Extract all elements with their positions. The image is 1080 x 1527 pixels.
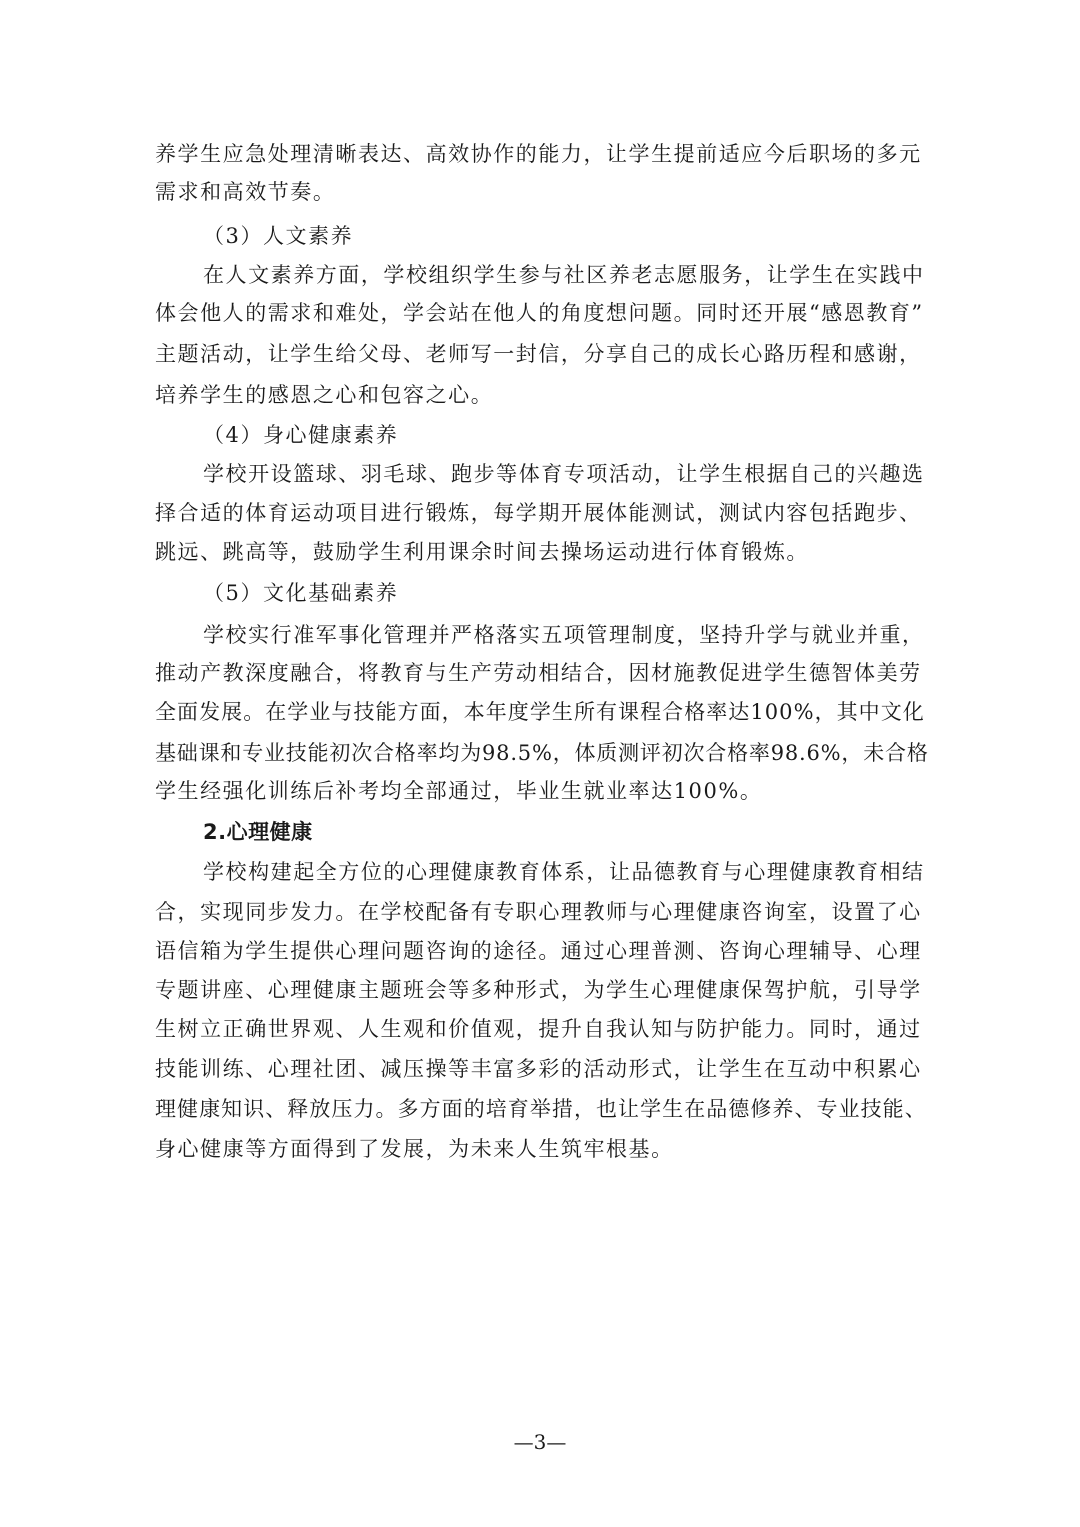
paragraph-line: 养学生应急处理清晰表达、高效协作的能力，让学生提前适应今后职场的多元 <box>155 142 922 166</box>
paragraph-line: 择合适的体育运动项目进行锻炼，每学期开展体能测试，测试内容包括跑步、 <box>155 501 922 525</box>
paragraph-line: 技能训练、心理社团、减压操等丰富多彩的活动形式，让学生在互动中积累心 <box>155 1057 922 1081</box>
section-heading-culture: （5）文化基础素养 <box>203 581 399 605</box>
paragraph-line: 主题活动，让学生给父母、老师写一封信，分享自己的成长心路历程和感谢， <box>155 342 922 366</box>
section-heading-humanities: （3）人文素养 <box>203 224 354 248</box>
section-heading-mental-health: 2.心理健康 <box>203 820 313 844</box>
paragraph-line: 在人文素养方面，学校组织学生参与社区养老志愿服务，让学生在实践中 <box>203 263 925 287</box>
paragraph-line: 学校构建起全方位的心理健康教育体系，让品德教育与心理健康教育相结 <box>203 860 925 884</box>
paragraph-line: 培养学生的感恩之心和包容之心。 <box>155 383 494 407</box>
paragraph-line: 学生经强化训练后补考均全部通过，毕业生就业率达100%。 <box>155 779 763 803</box>
page-number: —3— <box>513 1430 567 1454</box>
paragraph-line: 跳远、跳高等，鼓励学生利用课余时间去操场运动进行体育锻炼。 <box>155 540 809 564</box>
paragraph-line: 体会他人的需求和难处，学会站在他人的角度想问题。同时还开展“感恩教育” <box>155 301 924 325</box>
paragraph-line: 生树立正确世界观、人生观和价值观，提升自我认知与防护能力。同时，通过 <box>155 1017 922 1041</box>
paragraph-line: 基础课和专业技能初次合格率均为98.5%，体质测评初次合格率98.6%，未合格 <box>155 741 929 765</box>
paragraph-line: 理健康知识、释放压力。多方面的培育举措，也让学生在品德修养、专业技能、 <box>155 1097 927 1121</box>
paragraph-line: 推动产教深度融合，将教育与生产劳动相结合，因材施教促进学生德智体美劳 <box>155 661 922 685</box>
paragraph-line: 学校实行准军事化管理并严格落实五项管理制度，坚持升学与就业并重， <box>203 623 925 647</box>
paragraph-line: 合，实现同步发力。在学校配备有专职心理教师与心理健康咨询室，设置了心 <box>155 900 922 924</box>
paragraph-line: 全面发展。在学业与技能方面，本年度学生所有课程合格率达100%，其中文化 <box>155 700 925 724</box>
paragraph-line: 需求和高效节奏。 <box>155 180 336 204</box>
paragraph-line: 学校开设篮球、羽毛球、跑步等体育专项活动，让学生根据自己的兴趣选 <box>203 462 925 486</box>
section-heading-health: （4）身心健康素养 <box>203 423 399 447</box>
paragraph-line: 身心健康等方面得到了发展，为未来人生筑牢根基。 <box>155 1137 674 1161</box>
paragraph-line: 语信箱为学生提供心理问题咨询的途径。通过心理普测、咨询心理辅导、心理 <box>155 939 922 963</box>
paragraph-line: 专题讲座、心理健康主题班会等多种形式，为学生心理健康保驾护航，引导学 <box>155 978 922 1002</box>
